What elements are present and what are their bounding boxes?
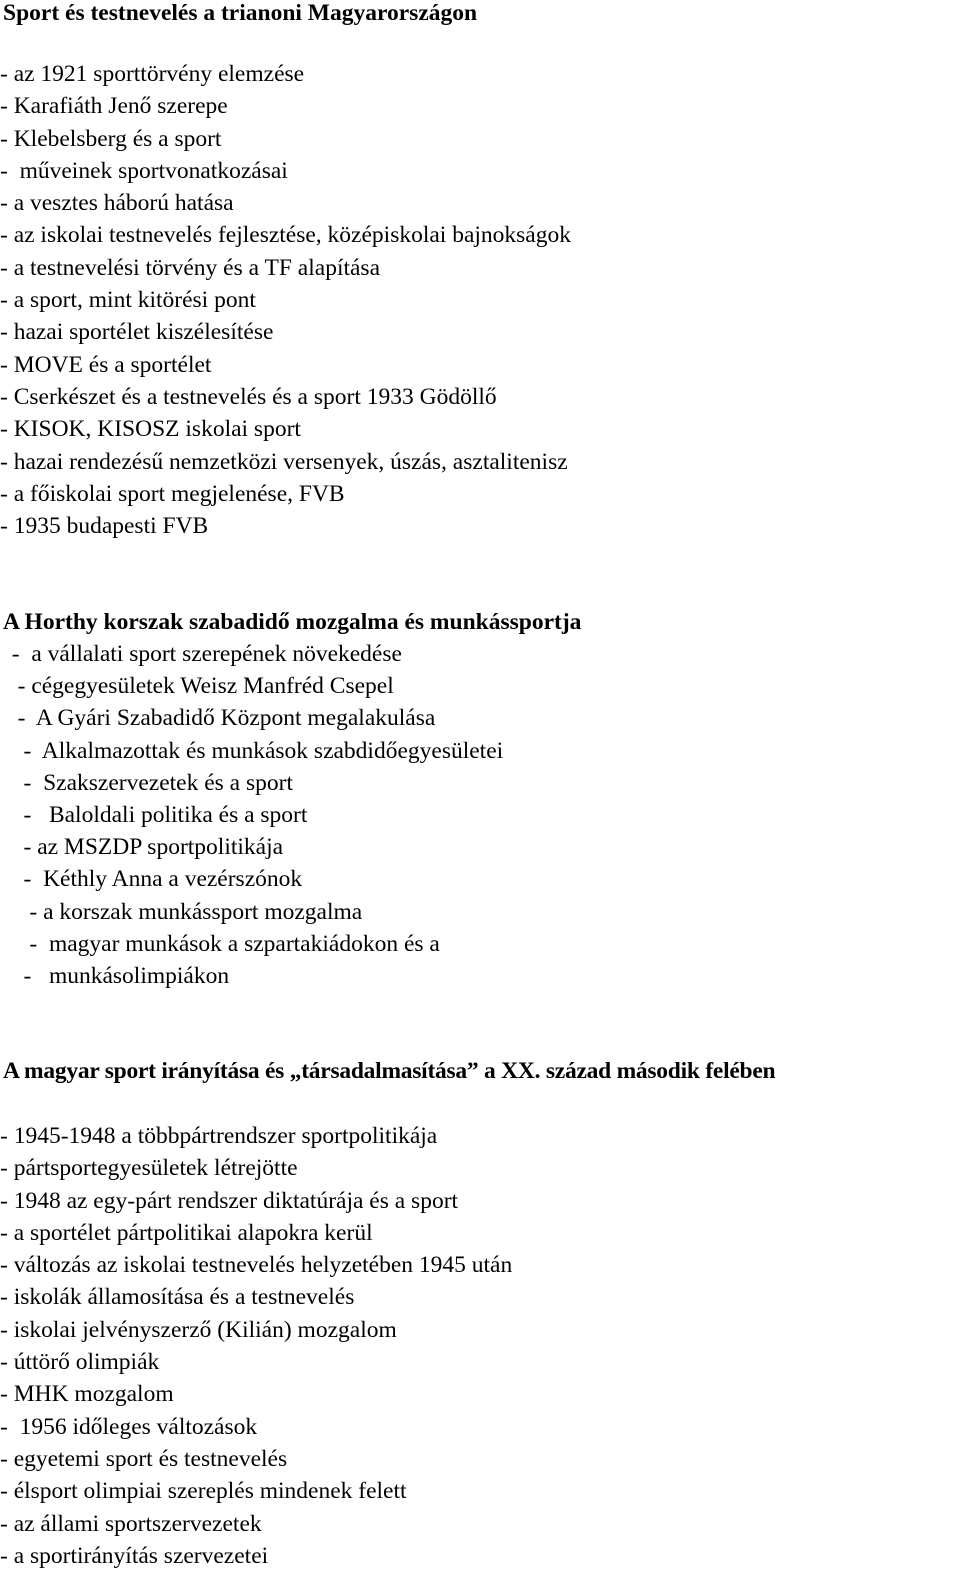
list-item: - egyetemi sport és testnevelés [0,1445,288,1472]
list-item: - MHK mozgalom [0,1381,174,1408]
list-item: - a korszak munkássport mozgalma [0,898,363,925]
list-item: - 1956 időleges változások [0,1413,258,1440]
topic-list-postwar [0,1120,512,1572]
list-item: - az állami sportszervezetek [0,1510,262,1537]
list-item: - hazai sportélet kiszélesítése [0,319,274,346]
list-item: - az MSZDP sportpolitikája [0,834,284,861]
list-item: - munkásolimpiákon [0,962,230,989]
list-item: - cégegyesületek Weisz Manfréd Csepel [0,673,394,700]
list-item: - KISOK, KISOSZ iskolai sport [0,416,301,443]
list-item: - a vállalati sport szerepének növekedése [0,641,402,667]
list-item: - pártsportegyesületek létrejötte [0,1155,298,1182]
list-item: - az iskolai testnevelés fejlesztése, középiskolai bajnokságok [0,222,571,249]
list-item: - úttörő olimpiák [0,1349,160,1376]
list-item: - élsport olimpiai szereplés mindenek felett [0,1478,407,1505]
list-item: - MOVE és a sportélet [0,351,212,378]
list-item: - Klebelsberg és a sport [0,125,222,152]
list-item: - Kéthly Anna a vezérszónok [0,866,303,893]
list-item: - iskolai jelvényszerző (Kilián) mozgalom [0,1316,397,1343]
list-item: - A Gyári Szabadidő Központ megalakulása [0,705,436,732]
list-item: - Baloldali politika és a sport [0,801,308,828]
list-item: - az 1921 sporttörvény elemzése [0,61,305,87]
list-item: - a sportélet pártpolitikai alapokra kerül [0,1219,373,1246]
list-item: - Karafiáth Jenő szerepe [0,93,228,120]
list-item: - magyar munkások a szpartakiádokon és a [0,930,440,957]
list-item: - Szakszervezetek és a sport [0,769,293,796]
section-title-postwar: A magyar sport irányítása és „társadalmasítása” a XX. század második felében [3,1058,776,1084]
list-item: - 1948 az egy-párt rendszer diktatúrája és a sport [0,1187,459,1214]
list-item: - Cserkészet és a testnevelés és a sport 1933 Gödöllő [0,383,497,410]
list-item: - 1935 budapesti FVB [0,513,209,540]
list-item: - iskolák államosítása és a testnevelés [0,1284,355,1311]
topic-list-trianon [0,58,571,542]
list-item: - a sport, mint kitörési pont [0,287,256,314]
list-item: - hazai rendezésű nemzetközi versenyek, úszás, asztalitenisz [0,448,568,475]
list-item: - műveinek sportvonatkozásai [0,157,288,184]
section-title-horthy: A Horthy korszak szabadidő mozgalma és munkássportja [3,609,582,635]
list-item: - 1945-1948 a többpártrendszer sportpolitikája [0,1123,438,1149]
list-item: - a főiskolai sport megjelenése, FVB [0,480,345,507]
list-item: - a vesztes háború hatása [0,190,234,217]
list-item: - változás az iskolai testnevelés helyzetében 1945 után [0,1252,513,1279]
section-title-trianon: Sport és testnevelés a trianoni Magyarországon [3,0,478,26]
list-item: - a testnevelési törvény és a TF alapítása [0,254,381,281]
list-item: - a sportirányítás szervezetei [0,1542,269,1569]
topic-list-horthy [0,638,503,992]
list-item: - Alkalmazottak és munkások szabdidőegyesületei [0,737,504,764]
